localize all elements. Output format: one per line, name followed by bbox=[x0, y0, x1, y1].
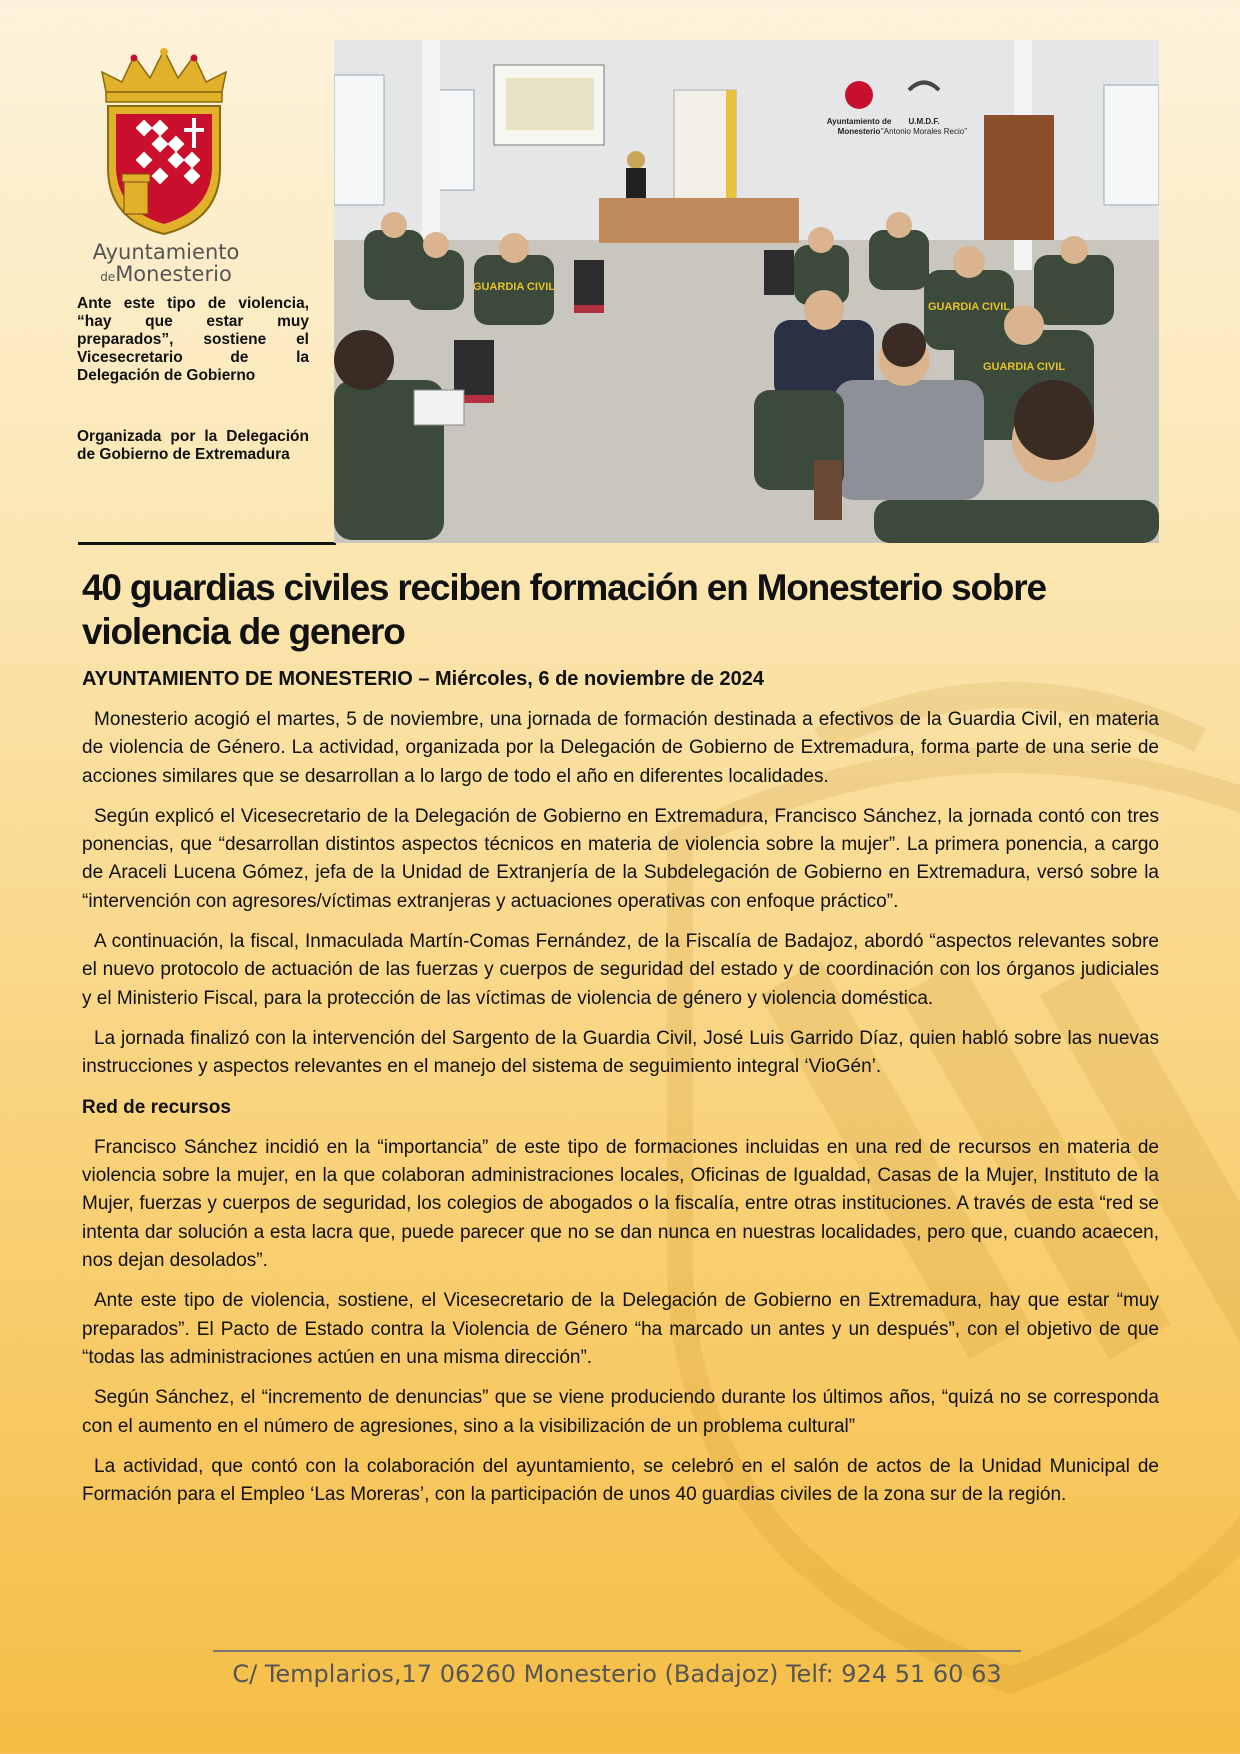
brand-name-prefix: de bbox=[100, 270, 116, 284]
article-dateline: AYUNTAMIENTO DE MONESTERIO – Miércoles, 6 de noviembre de 2024 bbox=[82, 668, 765, 690]
article-paragraph: Ante este tipo de violencia, sostiene, el Vicesecretario de la Delegación de Gobierno en Extremadura, hay que estar “muy preparados”. El Pacto de Estado contra la Violencia de Género “ha marcado un antes y un después”, con el objetivo de que “todas las administraciones actúen en una misma dirección”. bbox=[82, 1290, 1159, 1368]
article-paragraph: Según explicó el Vicesecretario de la Delegación de Gobierno en Extremadura, Francisco Sánchez, la jornada contó con tres ponencias, que “desarrollan distintos aspectos técnicos en materia de violencia sobre la mujer”. La primera ponencia, a cargo de Araceli Lucena Gómez, jefa de la Unidad de Extranjería de la Subdelegación de Gobierno en Extremadura, versó sobre la “intervención con agresores/víctimas extranjeras y actuaciones operativas con enfoque práctico”. bbox=[82, 805, 1159, 912]
footer-divider bbox=[213, 1650, 1021, 1652]
article-body bbox=[82, 706, 1159, 1521]
photo-logo-umdf: U.M.D.F. bbox=[908, 117, 940, 126]
brand-name-town: Monesterio bbox=[115, 262, 232, 286]
photo-logo-town-line2: Monesterio bbox=[837, 127, 881, 136]
article-paragraph: La jornada finalizó con la intervención del Sargento de la Guardia Civil, José Luis Garrido Díaz, quien habló sobre las nuevas instrucciones y aspectos relevantes en el manejo del sistema de seguimiento integral ‘VioGén’. bbox=[82, 1027, 1159, 1078]
photo-jacket-label: GUARDIA CIVIL bbox=[472, 281, 556, 293]
article-paragraph: Francisco Sánchez incidió en la “importancia” de este tipo de formaciones incluidas en una red de recursos en materia de violencia sobre la mujer, en la que colaboran administraciones locales, Oficinas de Igualdad, Casas de la Mujer, Instituto de la Mujer, fuerzas y cuerpos de seguridad, los colegios de abogados o la fiscalía, entre otras instituciones. A través de esta “red se intenta dar solución a esta lacra que, puede parecer que no se dan nunca en nuestras localidades, pero que, cuando acaecen, nos dejan desolados”. bbox=[82, 1136, 1159, 1272]
footer-address: C/ Templarios,17 06260 Monesterio (Badajoz) Telf: 924 51 60 63 bbox=[232, 1660, 1002, 1688]
photo-jacket-label: GUARDIA CIVIL bbox=[927, 301, 1011, 313]
article-paragraph: La actividad, que contó con la colaboración del ayuntamiento, se celebró en el salón de actos de la Unidad Municipal de Formación para el Empleo ‘Las Moreras’, con la participación de unos 40 guardias civiles de la zona sur de la región. bbox=[82, 1455, 1159, 1506]
article-subheading: Red de recursos bbox=[82, 1096, 231, 1118]
article-headline: 40 guardias civiles reciben formación en Monesterio sobre violencia de genero bbox=[82, 567, 1046, 652]
brand-name-line1: Ayuntamiento bbox=[92, 240, 240, 264]
article-paragraph: Monesterio acogió el martes, 5 de noviembre, una jornada de formación destinada a efectivos de la Guardia Civil, en materia de violencia de Género. La actividad, organizada por la Delegación de Gobierno de Extremadura, forma parte de una serie de acciones similares que se desarrollan a lo largo de todo el año en diferentes localidades. bbox=[82, 709, 1159, 787]
brand-name-line2 bbox=[76, 262, 256, 286]
photo-logo-town-line1: Ayuntamiento de bbox=[826, 117, 892, 126]
coat-of-arms-icon bbox=[94, 48, 234, 238]
sidebar-divider bbox=[78, 542, 336, 545]
event-photo bbox=[334, 40, 1159, 543]
sidebar-note-organizer: Organizada por la Delegación de Gobierno de Extremadura bbox=[77, 428, 309, 463]
photo-logo-umdf-name: "Antonio Morales Recio" bbox=[880, 127, 968, 136]
sidebar-note-quote: Ante este tipo de violencia, “hay que estar muy preparados”, sostiene el Vicesecretario de la Delegación de Gobierno bbox=[77, 295, 309, 384]
training-room-illustration bbox=[334, 40, 1159, 543]
article-paragraph: Según Sánchez, el “incremento de denuncias” que se viene produciendo durante los últimos años, “quizá no se corresponda con el aumento en el número de agresiones, sino a la visibilización de un problema cultural” bbox=[82, 1387, 1159, 1437]
photo-jacket-label: GUARDIA CIVIL bbox=[982, 361, 1066, 373]
article-paragraph: A continuación, la fiscal, Inmaculada Martín-Comas Fernández, de la Fiscalía de Badajoz, abordó “aspectos relevantes sobre el nuevo protocolo de actuación de las fuerzas y cuerpos de seguridad del estado y de coordinación con los órganos judiciales y el Ministerio Fiscal, para la protección de las víctimas de violencia de género y violencia doméstica. bbox=[82, 931, 1159, 1009]
